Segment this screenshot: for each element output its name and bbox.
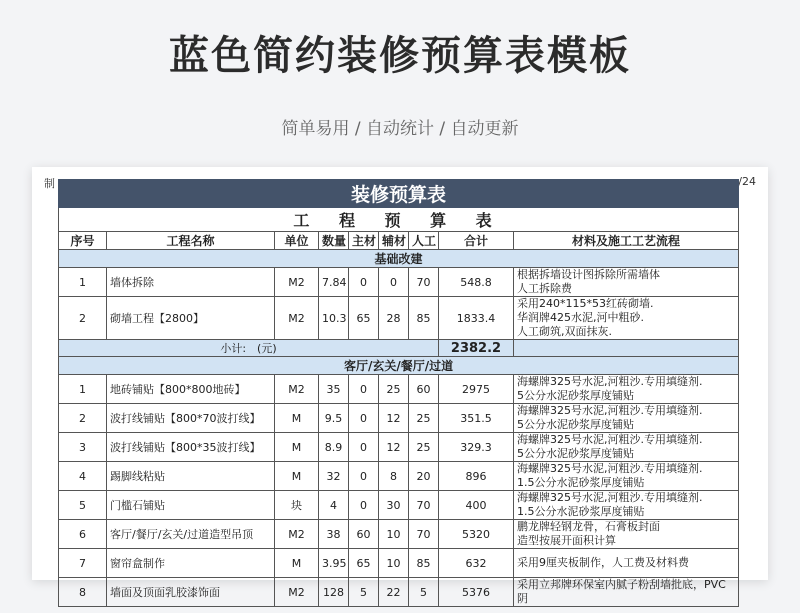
- total-cell: 548.8: [439, 268, 514, 297]
- total-cell: 5320: [439, 520, 514, 549]
- header-cell: 序号: [59, 232, 107, 250]
- header-cell: 主材: [349, 232, 379, 250]
- material-process-cell: 采用立邦牌环保室内腻子粉刮墙批底，PVC阴: [514, 578, 739, 607]
- item-name: 门槛石铺贴: [107, 491, 275, 520]
- aux-material-cell: 10: [379, 549, 409, 578]
- material-process-cell: 鹏龙牌轻钢龙骨，石膏板封面 造型按展开面积计算: [514, 520, 739, 549]
- aux-material-cell: 22: [379, 578, 409, 607]
- table-row: [59, 462, 739, 491]
- material-process-cell: 采用240*115*53红砖砌墙. 华润牌425水泥,河中粗砂. 人工砌筑,双面抹灰.: [514, 297, 739, 340]
- total-cell: 400: [439, 491, 514, 520]
- header-cell: 单位: [275, 232, 319, 250]
- header-cell: 辅材: [379, 232, 409, 250]
- labor-cell: 25: [409, 404, 439, 433]
- subtotal-label: 小计: (元): [59, 340, 439, 357]
- item-name: 墙体拆除: [107, 268, 275, 297]
- section-title: 客厅/玄关/餐厅/过道: [59, 357, 739, 375]
- row-number: 5: [59, 491, 107, 520]
- table-subtitle: 工 程 预 算 表: [59, 208, 739, 232]
- unit-cell: M: [275, 462, 319, 491]
- main-material-cell: 65: [349, 549, 379, 578]
- quantity-cell: 8.9: [319, 433, 349, 462]
- unit-cell: 块: [275, 491, 319, 520]
- item-name: 客厅/餐厅/玄关/过道造型吊顶: [107, 520, 275, 549]
- material-process-cell: 海螺牌325号水泥,河粗沙.专用填缝剂. 1.5公分水泥砂浆厚度铺贴: [514, 491, 739, 520]
- table-row: [59, 578, 739, 607]
- labor-cell: 25: [409, 433, 439, 462]
- item-name: 窗帘盒制作: [107, 549, 275, 578]
- table-row: [59, 520, 739, 549]
- total-cell: 2975: [439, 375, 514, 404]
- unit-cell: M: [275, 549, 319, 578]
- aux-material-cell: 0: [379, 268, 409, 297]
- quantity-cell: 3.95: [319, 549, 349, 578]
- quantity-cell: 9.5: [319, 404, 349, 433]
- row-number: 4: [59, 462, 107, 491]
- item-name: 地砖铺贴【800*800地砖】: [107, 375, 275, 404]
- table-row: [59, 404, 739, 433]
- aux-material-cell: 10: [379, 520, 409, 549]
- item-name: 砌墙工程【2800】: [107, 297, 275, 340]
- header-cell: 合计: [439, 232, 514, 250]
- subtotal-empty: [514, 340, 739, 357]
- section-title: 基础改建: [59, 250, 739, 268]
- aux-material-cell: 28: [379, 297, 409, 340]
- main-material-cell: 0: [349, 268, 379, 297]
- item-name: 波打线铺贴【800*70波打线】: [107, 404, 275, 433]
- header-cell: 数量: [319, 232, 349, 250]
- quantity-cell: 10.3: [319, 297, 349, 340]
- main-material-cell: 60: [349, 520, 379, 549]
- item-name: 踢脚线粘贴: [107, 462, 275, 491]
- table-banner: 装修预算表: [59, 180, 739, 208]
- quantity-cell: 128: [319, 578, 349, 607]
- row-number: 1: [59, 268, 107, 297]
- material-process-cell: 海螺牌325号水泥,河粗沙.专用填缝剂. 5公分水泥砂浆厚度铺贴: [514, 375, 739, 404]
- item-name: 波打线铺贴【800*35波打线】: [107, 433, 275, 462]
- table-row: [59, 491, 739, 520]
- quantity-cell: 35: [319, 375, 349, 404]
- main-material-cell: 0: [349, 404, 379, 433]
- table-row: [59, 297, 739, 340]
- budget-table: [58, 179, 739, 607]
- main-material-cell: 5: [349, 578, 379, 607]
- subtotal-value: 2382.2: [439, 340, 514, 357]
- total-cell: 329.3: [439, 433, 514, 462]
- row-number: 7: [59, 549, 107, 578]
- row-number: 8: [59, 578, 107, 607]
- labor-cell: 70: [409, 520, 439, 549]
- item-name: 墙面及顶面乳胶漆饰面: [107, 578, 275, 607]
- row-number: 6: [59, 520, 107, 549]
- material-process-cell: 海螺牌325号水泥,河粗沙.专用填缝剂. 5公分水泥砂浆厚度铺贴: [514, 404, 739, 433]
- labor-cell: 85: [409, 297, 439, 340]
- section-row: [59, 250, 739, 268]
- table-row: [59, 549, 739, 578]
- sheet-page-number: /24: [738, 175, 756, 188]
- total-cell: 1833.4: [439, 297, 514, 340]
- spreadsheet-preview: [32, 167, 768, 605]
- row-number: 2: [59, 297, 107, 340]
- labor-cell: 85: [409, 549, 439, 578]
- main-material-cell: 0: [349, 462, 379, 491]
- material-process-cell: 根据拆墙设计图拆除所需墙体 人工拆除费: [514, 268, 739, 297]
- total-cell: 5376: [439, 578, 514, 607]
- unit-cell: M: [275, 404, 319, 433]
- sheet-corner-left: 制: [44, 177, 55, 190]
- subtotal-row: [59, 340, 739, 357]
- page-title: 蓝色简约装修预算表模板: [169, 33, 631, 79]
- header-cell: 工程名称: [107, 232, 275, 250]
- material-process-cell: 海螺牌325号水泥,河粗沙.专用填缝剂. 1.5公分水泥砂浆厚度铺贴: [514, 462, 739, 491]
- row-number: 2: [59, 404, 107, 433]
- labor-cell: 70: [409, 268, 439, 297]
- page-subtitle: 简单易用 / 自动统计 / 自动更新: [281, 119, 519, 139]
- aux-material-cell: 8: [379, 462, 409, 491]
- main-material-cell: 0: [349, 491, 379, 520]
- row-number: 1: [59, 375, 107, 404]
- quantity-cell: 32: [319, 462, 349, 491]
- labor-cell: 70: [409, 491, 439, 520]
- row-number: 3: [59, 433, 107, 462]
- table-row: [59, 433, 739, 462]
- table-row: [59, 375, 739, 404]
- main-material-cell: 0: [349, 375, 379, 404]
- table-row: [59, 268, 739, 297]
- quantity-cell: 7.84: [319, 268, 349, 297]
- labor-cell: 5: [409, 578, 439, 607]
- unit-cell: M: [275, 433, 319, 462]
- labor-cell: 20: [409, 462, 439, 491]
- labor-cell: 60: [409, 375, 439, 404]
- aux-material-cell: 25: [379, 375, 409, 404]
- quantity-cell: 4: [319, 491, 349, 520]
- header-cell: 人工: [409, 232, 439, 250]
- aux-material-cell: 12: [379, 404, 409, 433]
- table-header-row: [59, 232, 739, 250]
- unit-cell: M2: [275, 268, 319, 297]
- quantity-cell: 38: [319, 520, 349, 549]
- section-row: [59, 357, 739, 375]
- unit-cell: M2: [275, 578, 319, 607]
- aux-material-cell: 12: [379, 433, 409, 462]
- material-process-cell: 海螺牌325号水泥,河粗沙.专用填缝剂. 5公分水泥砂浆厚度铺贴: [514, 433, 739, 462]
- aux-material-cell: 30: [379, 491, 409, 520]
- main-material-cell: 65: [349, 297, 379, 340]
- unit-cell: M2: [275, 375, 319, 404]
- total-cell: 632: [439, 549, 514, 578]
- header-cell: 材料及施工工艺流程: [514, 232, 739, 250]
- material-process-cell: 采用9厘夹板制作，人工费及材料费: [514, 549, 739, 578]
- unit-cell: M2: [275, 297, 319, 340]
- total-cell: 351.5: [439, 404, 514, 433]
- total-cell: 896: [439, 462, 514, 491]
- unit-cell: M2: [275, 520, 319, 549]
- main-material-cell: 0: [349, 433, 379, 462]
